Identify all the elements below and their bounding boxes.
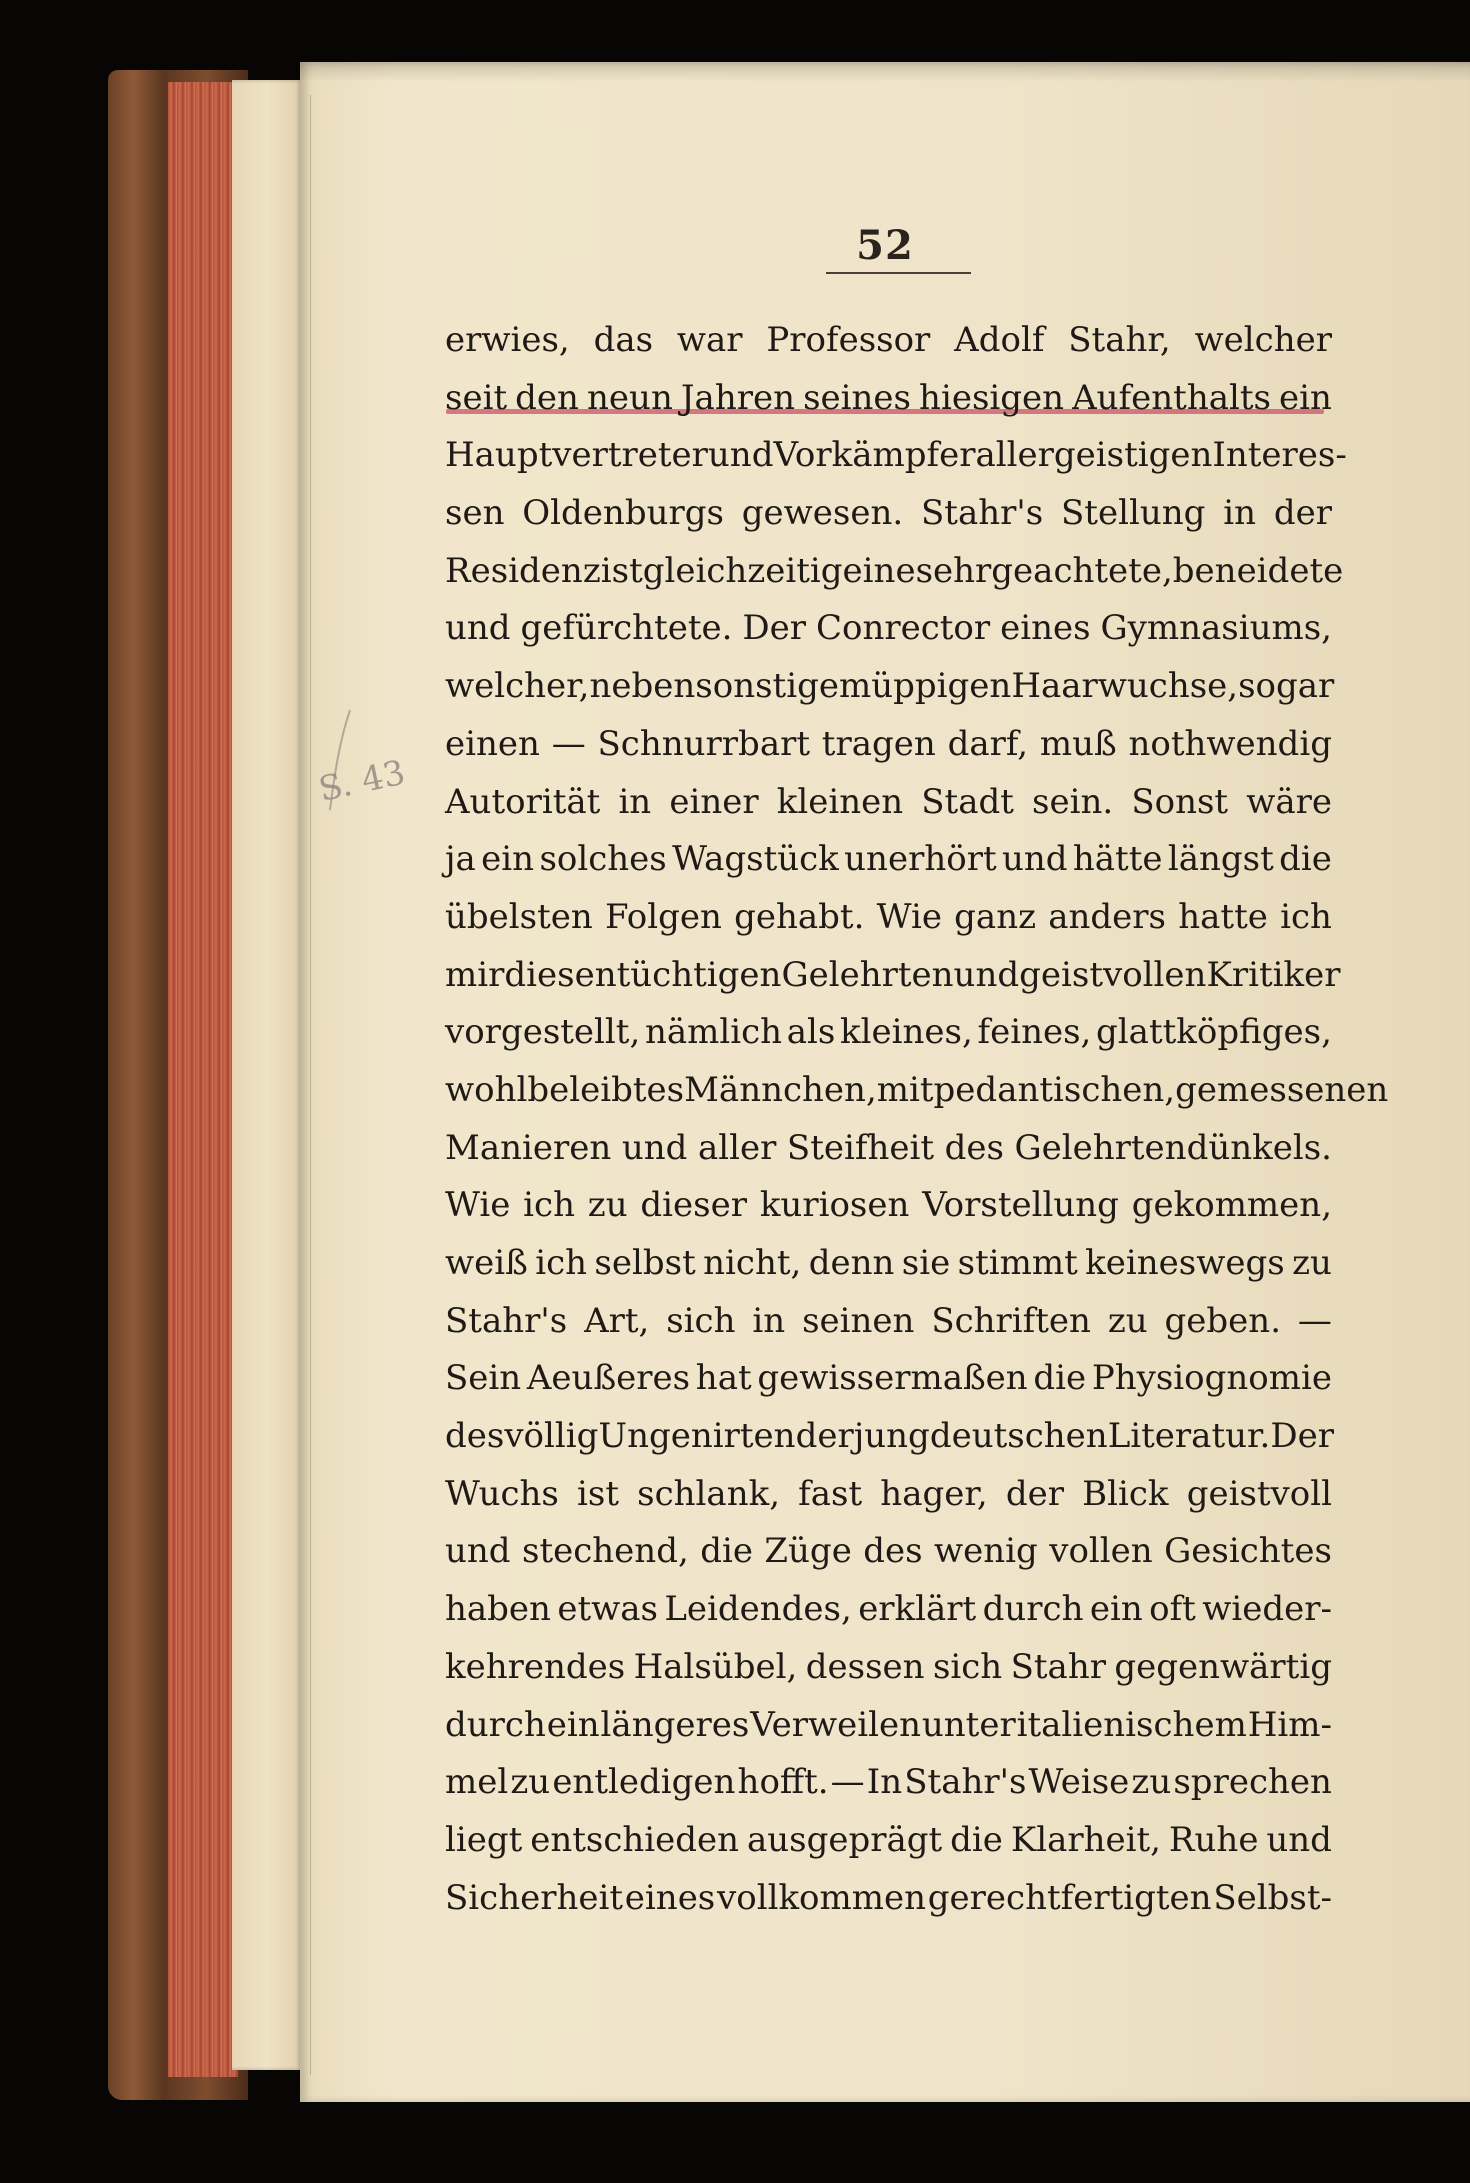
text-word: Der [1270, 1416, 1334, 1457]
text-word: italienischem [1016, 1704, 1247, 1745]
text-word: dessen [805, 1646, 925, 1687]
text-word: gekommen, [1131, 1185, 1332, 1226]
text-word: und [953, 954, 1020, 995]
text-word: durch [982, 1589, 1084, 1630]
text-word: und [445, 1531, 511, 1572]
text-word: seinen [802, 1300, 915, 1341]
text-word: dieser [640, 1185, 748, 1226]
text-word: ja [445, 839, 476, 880]
text-word: in [618, 781, 652, 822]
text-line [445, 889, 1332, 947]
text-word: und [621, 1127, 688, 1168]
text-word: Gesichtes [1164, 1531, 1332, 1572]
text-word: geistvollen [1019, 954, 1207, 995]
text-word: hager, [880, 1473, 988, 1514]
text-word: liegt [445, 1819, 523, 1860]
text-word: übelsten [445, 896, 593, 937]
text-word: der [1273, 493, 1332, 534]
text-word: etwas [557, 1589, 658, 1630]
text-word: geistvoll [1186, 1473, 1332, 1514]
text-word: erwies, [445, 320, 570, 360]
text-word: Art, [584, 1300, 650, 1341]
text-word: tragen [821, 723, 936, 764]
text-line [445, 1120, 1332, 1178]
text-word: denn [808, 1243, 895, 1283]
page-top-shadow [300, 62, 1470, 82]
text-word: Wie [445, 1185, 511, 1226]
text-word: glattköpfiges, [1096, 1012, 1332, 1053]
text-word: kehrendes [445, 1646, 626, 1687]
text-word: muß [1039, 723, 1117, 764]
text-word: seit [445, 377, 508, 418]
text-word: solches [539, 839, 667, 880]
text-word: Professor [766, 320, 931, 360]
text-line [445, 1812, 1332, 1870]
text-word: eines [624, 1877, 716, 1918]
text-word: sprechen [1173, 1762, 1332, 1803]
text-word: des [445, 1416, 505, 1457]
text-word: Sein [445, 1358, 522, 1399]
text-word: vollkommen [717, 1877, 927, 1918]
text-word: Schnurrbart [597, 723, 810, 764]
text-line [445, 1754, 1332, 1812]
text-word: einer [669, 781, 759, 822]
text-word: sen [445, 493, 505, 534]
text-word: kleinen [776, 781, 904, 822]
text-word: fast [798, 1473, 863, 1514]
text-word: Hauptvertreter [445, 435, 708, 476]
text-word: geistigen [1053, 435, 1213, 476]
text-word: geachtete, [991, 550, 1173, 591]
text-word: erklärt [858, 1589, 977, 1630]
text-word: schlank, [637, 1473, 781, 1514]
text-line [445, 658, 1335, 716]
text-word: Steifheit [786, 1127, 934, 1168]
text-word: zu [1107, 1300, 1148, 1341]
text-word: eine [842, 550, 916, 591]
text-word: selbst [594, 1243, 696, 1283]
text-word: den [515, 377, 579, 418]
text-word: Kritiker [1206, 954, 1341, 995]
text-word: Halsübel, [633, 1646, 798, 1687]
text-word: die [950, 1819, 1003, 1860]
text-word: mir [445, 954, 505, 995]
text-word: und [445, 608, 511, 649]
text-word: stechend, [522, 1531, 689, 1572]
text-word: Stahr's [921, 493, 1044, 534]
text-word: hatte [1178, 896, 1268, 937]
text-word: einen [445, 723, 540, 764]
text-word: vollen [1049, 1531, 1153, 1572]
text-word: vorgestellt, [445, 1012, 641, 1053]
text-word: Residenz [445, 550, 601, 591]
text-word: pedantischen, [933, 1069, 1176, 1110]
text-word: Autorität [445, 781, 601, 822]
text-word: Vorkämpfer [773, 435, 976, 476]
pencil-margin-note [310, 700, 430, 840]
page-fold-line [310, 95, 311, 2075]
text-word: die [1033, 1358, 1087, 1399]
text-word: nämlich [644, 1012, 783, 1053]
text-word: ist [577, 1473, 620, 1514]
text-word: mit [876, 1069, 934, 1110]
text-word: beneidete [1172, 550, 1344, 591]
text-line [445, 1350, 1332, 1408]
text-line [445, 1177, 1332, 1235]
text-word: anders [1048, 896, 1167, 937]
text-word: Jahren [680, 377, 795, 418]
text-word: Stahr's [445, 1300, 568, 1341]
text-word: in [1223, 493, 1257, 534]
text-line [445, 485, 1332, 543]
text-word: nicht, [703, 1243, 802, 1283]
text-word: Haarwuchse, [1011, 666, 1239, 707]
text-word: Ruhe [1168, 1819, 1259, 1860]
text-word: oft [1149, 1589, 1196, 1630]
text-word: und [707, 435, 774, 476]
text-word: hat [695, 1358, 752, 1399]
text-word: das [593, 320, 654, 360]
text-word: haben [445, 1589, 551, 1630]
text-word: wäre [1246, 781, 1332, 822]
text-word: welcher, [445, 666, 590, 707]
text-word: und [1001, 839, 1068, 880]
text-word: Oldenburgs [522, 493, 724, 534]
text-line [445, 947, 1341, 1005]
text-word: Stadt [921, 781, 1014, 822]
text-word: kleines, [840, 1012, 973, 1053]
text-line [445, 427, 1347, 485]
text-word: sie [901, 1243, 951, 1283]
text-word: ich [1280, 896, 1332, 937]
text-word: gefürchtete. [520, 608, 733, 649]
text-word: ein [481, 839, 535, 880]
text-word: Männchen, [684, 1069, 877, 1110]
text-line [445, 831, 1332, 889]
text-word: gemessenen [1175, 1069, 1389, 1110]
text-word: Literatur. [1107, 1416, 1271, 1457]
page-number-rule [826, 272, 971, 274]
text-word: keineswegs [1085, 1243, 1285, 1283]
text-word: neben [589, 666, 696, 707]
text-word: wenig [934, 1531, 1038, 1572]
body-text [445, 312, 1389, 1927]
text-word: Aeußeres [526, 1358, 691, 1399]
text-word: stimmt [957, 1243, 1078, 1283]
text-line [445, 774, 1332, 832]
text-word: ganz [954, 896, 1037, 937]
text-word: Physiognomie [1091, 1358, 1332, 1399]
text-word: Conrector [815, 608, 991, 649]
text-word: welcher [1194, 320, 1332, 360]
text-word: gehabt. [734, 896, 865, 937]
text-word: Sonst [1131, 781, 1229, 822]
text-line [445, 1235, 1332, 1293]
text-word: gleichzeitig [642, 550, 843, 591]
text-word: ausgeprägt [747, 1819, 943, 1860]
text-word: ich [535, 1243, 588, 1283]
text-word: längeres [600, 1704, 750, 1745]
text-word: gerechtfertigten [927, 1877, 1212, 1918]
text-line [445, 716, 1332, 774]
text-word: gewissermaßen [757, 1358, 1028, 1399]
text-word: Gelehrten [781, 954, 954, 995]
text-word: Klarheit, [1010, 1819, 1161, 1860]
text-word: ein [1089, 1589, 1143, 1630]
text-word: ist [600, 550, 643, 591]
text-word: zu [1131, 1762, 1172, 1803]
text-word: war [676, 320, 743, 360]
text-word: hiesigen [919, 377, 1065, 418]
text-word: Leidendes, [664, 1589, 852, 1630]
text-word: Selbst- [1213, 1877, 1332, 1918]
text-word: darf, [947, 723, 1029, 764]
text-word: Stahr [1010, 1646, 1106, 1687]
text-word: diesen [504, 954, 617, 995]
text-line [445, 1466, 1332, 1524]
text-line [445, 1408, 1332, 1466]
text-word: ich [523, 1185, 575, 1226]
text-word: völlig [504, 1416, 599, 1457]
text-line [445, 370, 1332, 428]
text-line [445, 1639, 1332, 1697]
text-word: entledigen [552, 1762, 736, 1803]
text-word: Him- [1247, 1704, 1332, 1745]
text-word: hofft. [737, 1762, 829, 1803]
text-word: Aufenthalts [1072, 377, 1271, 418]
text-word: des [944, 1127, 1004, 1168]
text-word: längst [1167, 839, 1274, 880]
text-word: Wuchs [445, 1473, 559, 1514]
page-number: 52 [856, 222, 914, 269]
text-word: zu [587, 1185, 628, 1226]
text-word: jungdeutschen [853, 1416, 1108, 1457]
text-word: der [795, 1416, 854, 1457]
text-word: Stahr's [904, 1762, 1027, 1803]
text-word: entschieden [530, 1819, 740, 1860]
text-line [445, 312, 1332, 370]
text-line [445, 600, 1332, 658]
page-edges-red [168, 82, 238, 2077]
margin-note-text: S. 43 [315, 752, 409, 810]
text-word: — [1297, 1300, 1332, 1341]
text-word: Stellung [1061, 493, 1206, 534]
text-word: aller [975, 435, 1054, 476]
text-word: gewesen. [741, 493, 904, 534]
text-word: weiß [445, 1243, 528, 1283]
text-word: in [752, 1300, 786, 1341]
text-word: wohlbeleibtes [445, 1069, 685, 1110]
text-word: hätte [1072, 839, 1163, 880]
text-word: Blick [1082, 1473, 1169, 1514]
text-line [445, 543, 1344, 601]
text-word: Verweilen [750, 1704, 921, 1745]
text-word: Stahr, [1068, 320, 1171, 360]
text-word: sonstigem [695, 666, 872, 707]
text-word: Vorstellung [922, 1185, 1119, 1226]
text-word: sogar [1238, 666, 1335, 707]
text-word: feines, [977, 1012, 1092, 1053]
text-line [445, 1004, 1332, 1062]
text-line [445, 1062, 1389, 1120]
text-word: durch [445, 1704, 546, 1745]
text-word: Gymnasiums, [1100, 608, 1332, 649]
text-line [445, 1870, 1332, 1928]
text-word: Wie [876, 896, 942, 937]
text-word: sein. [1032, 781, 1114, 822]
text-word: unerhört [844, 839, 997, 880]
text-line [445, 1581, 1332, 1639]
text-word: mel [445, 1762, 509, 1803]
text-word: und [1266, 1819, 1332, 1860]
text-word: wieder- [1202, 1589, 1332, 1630]
text-line [445, 1697, 1332, 1755]
text-word: Weise [1028, 1762, 1130, 1803]
text-word: Ungenirten [598, 1416, 796, 1457]
text-word: Der [742, 608, 807, 649]
text-word: zu [1292, 1243, 1332, 1283]
text-word: Wagstück [672, 839, 839, 880]
text-word: seines [803, 377, 911, 418]
text-word: die [700, 1531, 753, 1572]
text-word: unter [921, 1704, 1016, 1745]
text-word: Gelehrtendünkels. [1014, 1127, 1332, 1168]
text-word: — [830, 1762, 865, 1803]
text-word: ein [1279, 377, 1332, 418]
text-word: Interes- [1212, 435, 1347, 476]
text-word: sich [666, 1300, 736, 1341]
text-word: üppigen [871, 666, 1012, 707]
text-word: — [551, 723, 586, 764]
text-word: aller [697, 1127, 777, 1168]
text-word: Schriften [931, 1300, 1091, 1341]
text-word: geben. [1164, 1300, 1282, 1341]
text-word: gegenwärtig [1114, 1646, 1332, 1687]
text-word: sehr [915, 550, 992, 591]
text-word: als [786, 1012, 836, 1053]
text-word: kuriosen [759, 1185, 910, 1226]
text-word: neun [587, 377, 673, 418]
text-word: nothwendig [1128, 723, 1332, 764]
text-word: Sicherheit [445, 1877, 624, 1918]
text-word: sich [932, 1646, 1003, 1687]
text-line [445, 1293, 1332, 1351]
text-word: des [863, 1531, 923, 1572]
text-word: In [866, 1762, 903, 1803]
text-word: eines [1000, 608, 1091, 649]
text-word: tüchtigen [616, 954, 782, 995]
text-word: Adolf [954, 320, 1045, 360]
text-word: Züge [764, 1531, 852, 1572]
page-stack [232, 80, 302, 2070]
text-word: ein [546, 1704, 600, 1745]
text-word: die [1279, 839, 1332, 880]
text-line [445, 1523, 1332, 1581]
text-word: Manieren [445, 1127, 612, 1168]
text-word: zu [510, 1762, 551, 1803]
text-word: der [1005, 1473, 1064, 1514]
text-word: Folgen [605, 896, 722, 937]
